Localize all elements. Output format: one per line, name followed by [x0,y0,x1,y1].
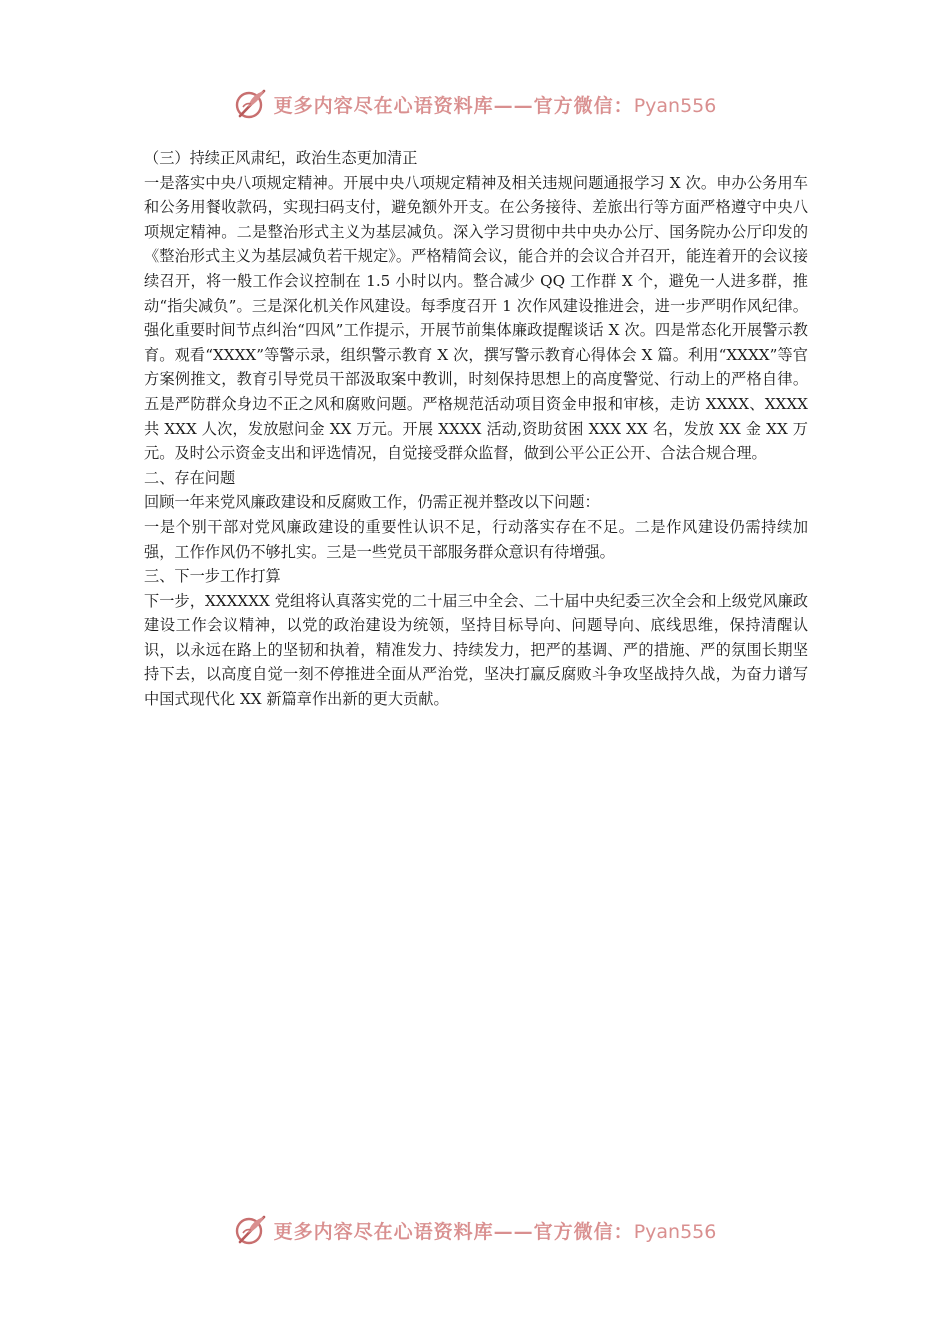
wechat-id: Pyan556 [633,1220,717,1243]
section-paragraph-problems: 一是个别干部对党风廉政建设的重要性认识不足，行动落实存在不足。二是作风建设仍需持续加强，工作作风仍不够扎实。三是一些党员干部服务群众意识有待增强。 [144,517,808,561]
section-paragraph-problems-intro: 回顾一年来党风廉政建设和反腐败工作，仍需正视并整改以下问题： [144,493,600,512]
header-banner [0,84,950,124]
quill-logo-icon [234,1213,268,1247]
wechat-id: Pyan556 [633,94,717,117]
section-paragraph-next-steps: 下一步，XXXXXX 党组将认真落实党的二十届三中全会、二十届中央纪委三次全会和上级党风廉政建设工作会议精神，以党的政治建设为统领，坚持目标导向、问题导向、底线思维，保持清醒认识，以永远在路上的坚韧和执着，精准发力、持续发力，把严的基调、严的措施、严的氛围长期坚持下去，以高度自觉一刻不停推进全面从严治党，坚决打赢反腐败斗争攻坚战持久战，为奋力谱写中国式现代化 XX 新篇章作出新的更大贡献。 [144,591,808,709]
section-heading-problems: 二、存在问题 [144,468,236,487]
section-paragraph-discipline: 一是落实中央八项规定精神。开展中央八项规定精神及相关违规问题通报学习 X 次。申办公务用车和公务用餐收款码，实现扫码支付，避免额外开支。在公务接待、差旅出行等方面严格遵守中央八项规定精神。二是整治形式主义为基层减负。深入学习贯彻中共中央办公厅、国务院办公厅印发的《整治形式主义为基层减负若干规定》。严格精简会议，能合并的会议合并召开，能连着开的会议接续召开，将一般工作会议控制在 1.5 小时以内。整合减少 QQ 工作群 X 个，避免一人进多群，推动“指尖减负”。三是深化机关作风建设。每季度召开 1 次作风建设推进会，进一步严明作风纪律。强化重要时间节点纠治“四风”工作提示，开展节前集体廉政提醒谈话 X 次。四是常态化开展警示教育。观看“XXXX”等警示录，组织警示教育 X 次，撰写警示教育心得体会 X 篇。利用“XXXX”等官方案例推文，教育引导党员干部汲取案中教训，时刻保持思想上的高度警觉、行动上的严格自律。五是严防群众身边不正之风和腐败问题。严格规范活动项目资金申报和审核，走访 XXXX、XXXX 共 XXX 人次，发放慰问金 XX 万元。开展 XXXX 活动,资助贫困 XXX XX 名，发放 XX 金 XX 万元。及时公示资金支出和评选情况，自觉接受群众监督，做到公平公正公开、合法合规合理。 [144,173,808,463]
banner-text: 更多内容尽在心语资料库——官方微信：Pyan556 [273,1220,717,1243]
footer-banner [0,1210,950,1250]
document-body [144,146,808,712]
section-heading-next-steps: 三、下一步工作打算 [144,567,281,586]
quill-logo-icon [234,87,268,121]
section-heading-3-discipline: （三）持续正风肃纪，政治生态更加清正 [144,149,418,167]
banner-text: 更多内容尽在心语资料库——官方微信：Pyan556 [273,94,717,117]
